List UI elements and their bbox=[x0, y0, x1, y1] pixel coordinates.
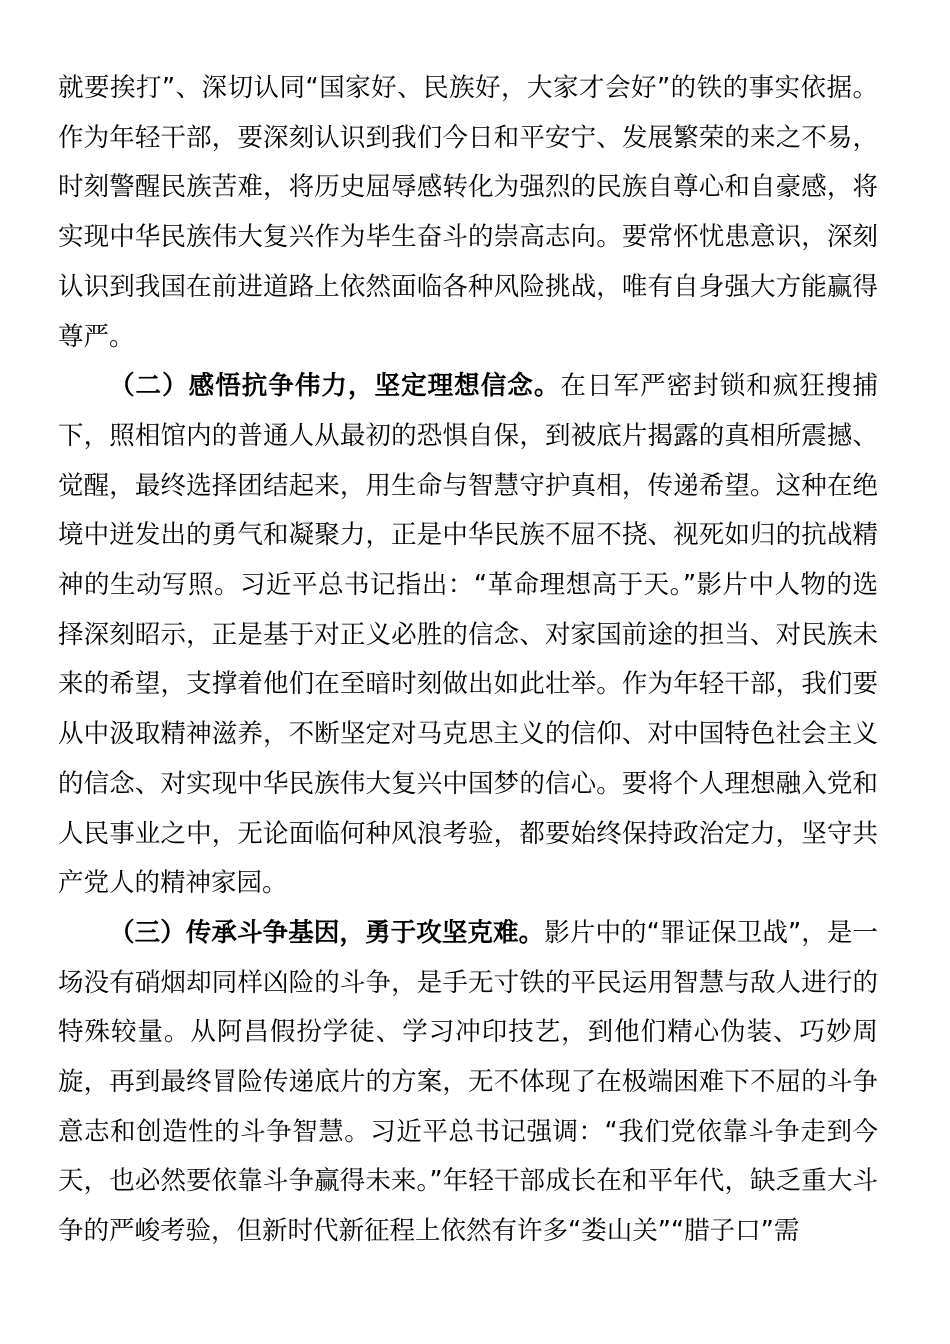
paragraph-body: 在日军严密封锁和疯狂搜捕下，照相馆内的普通人从最初的恐惧自保，到被底片揭露的真相所震撼、觉醒，最终选择团结起来，用生命与智慧守护真相，传递希望。这种在绝境中迸发出的勇气和凝聚力，正是中华民族不屈不挠、视死如归的抗战精神的生动写照。习近平总书记指出：“革命理想高于天。”影片中人物的选择深刻昭示，正是基于对正义必胜的信念、对家国前途的担当、对民族未来的希望，支撑着他们在至暗时刻做出如此壮举。作为年轻干部，我们要从中汲取精神滋养，不断坚定对马克思主义的信仰、对中国特色社会主义的信念、对实现中华民族伟大复兴中国梦的信心。要将个人理想融入党和人民事业之中，无论面临何种风浪考验，都要始终保持政治定力，坚守共产党人的精神家园。 bbox=[58, 371, 878, 899]
paragraph-body: 就要挨打”、深切认同“国家好、民族好，大家才会好”的铁的事实依据。作为年轻干部，要深刻认识到我们今日和平安宁、发展繁荣的来之不易，时刻警醒民族苦难，将历史屈辱感转化为强烈的民族自尊心和自豪感，将实现中华民族伟大复兴作为毕生奋斗的崇高志向。要常怀忧患意识，深刻认识到我国在前进道路上依然面临各种风险挑战，唯有自身强大方能赢得尊严。 bbox=[58, 73, 878, 352]
document-page bbox=[58, 64, 878, 1257]
paragraph-continuation bbox=[58, 64, 878, 362]
section-heading: （三）传承斗争基因，勇于攻坚克难。 bbox=[109, 917, 545, 948]
paragraph-section-three bbox=[58, 909, 878, 1257]
paragraph-body: 影片中的“罪证保卫战”，是一场没有硝烟却同样凶险的斗争，是手无寸铁的平民运用智慧与敌人进行的特殊较量。从阿昌假扮学徒、学习冲印技艺，到他们精心伪装、巧妙周旋，再到最终冒险传递底片的方案，无不体现了在极端困难下不屈的斗争意志和创造性的斗争智慧。习近平总书记强调：“我们党依靠斗争走到今天，也必然要依靠斗争赢得未来。”年轻干部成长在和平年代，缺乏重大斗争的严峻考验，但新时代新征程上依然有许多“娄山关”“腊子口”需 bbox=[58, 917, 878, 1247]
paragraph-section-two bbox=[58, 362, 878, 909]
section-heading: （二）感悟抗争伟力，坚定理想信念。 bbox=[109, 371, 561, 402]
